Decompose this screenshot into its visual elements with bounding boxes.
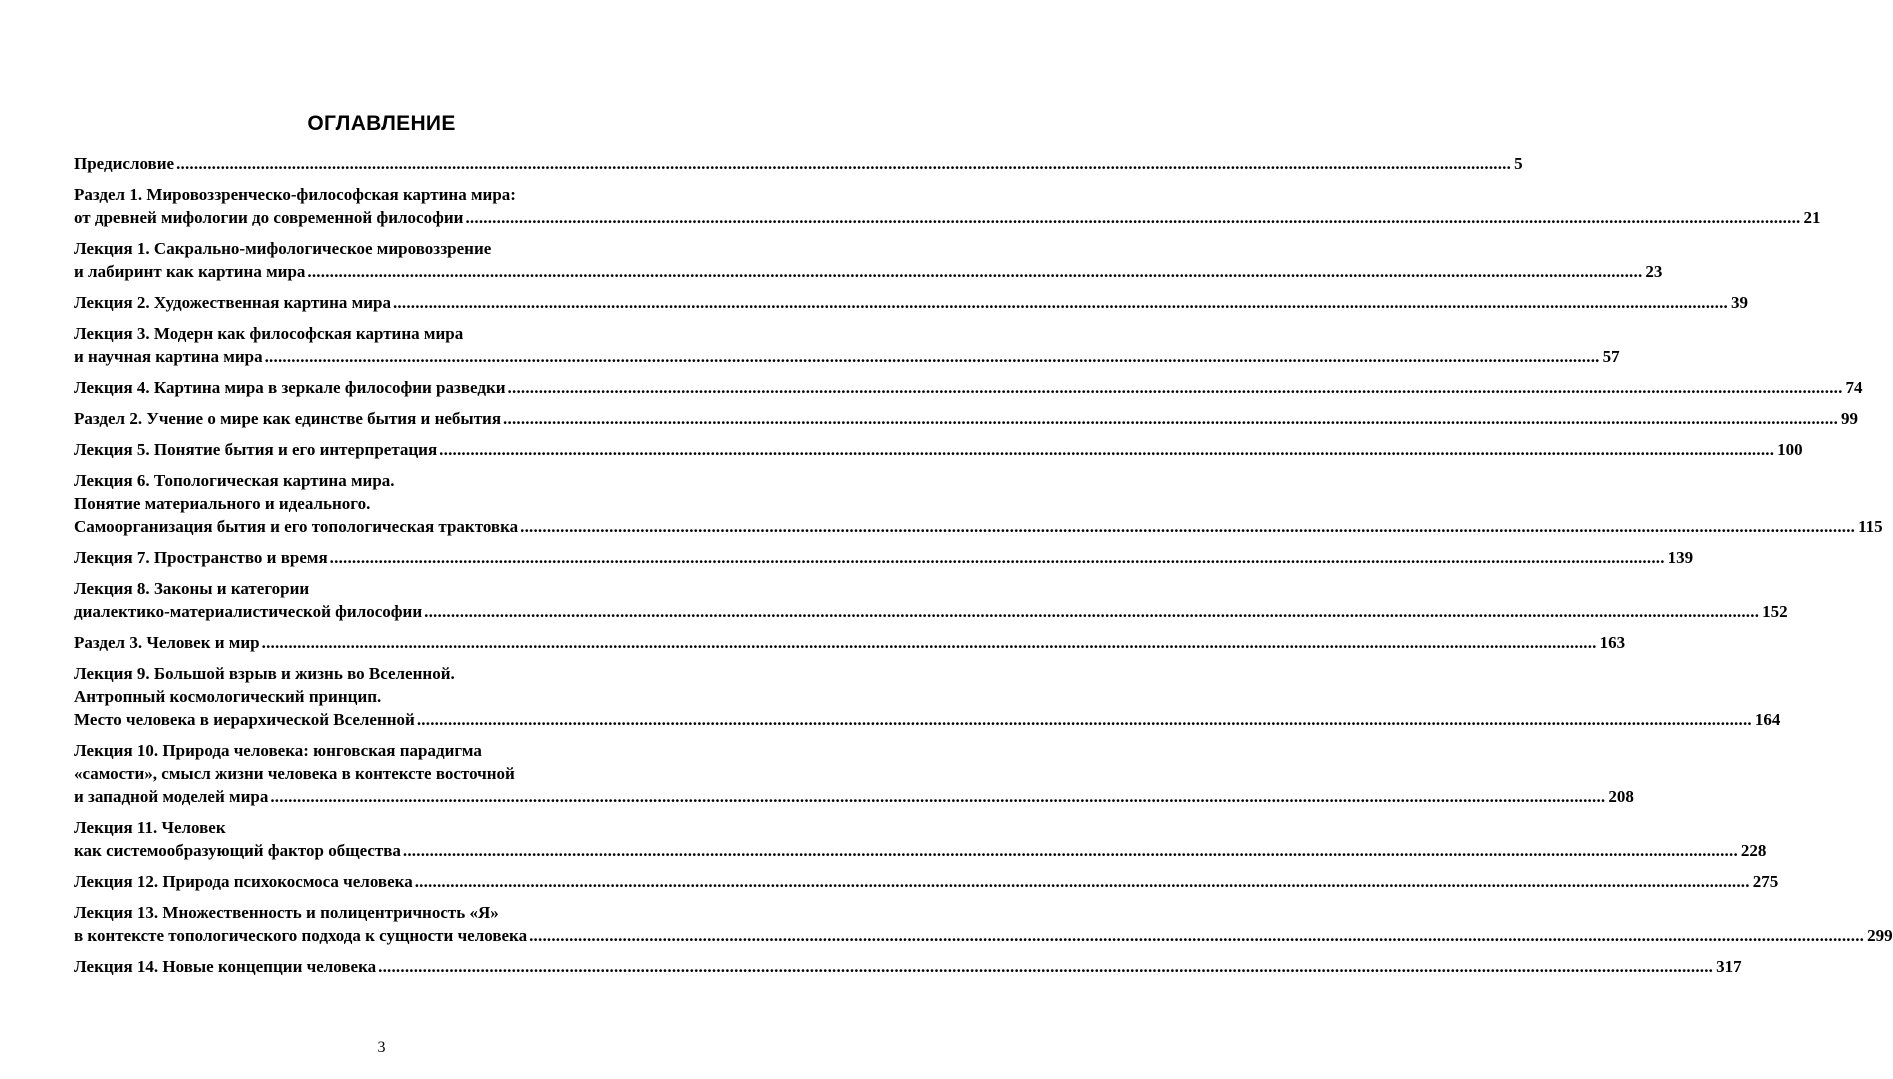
toc-page-number: 228 (1740, 841, 1767, 860)
toc-entry-title: Самоорганизация бытия и его топологическая трактовка (74, 517, 519, 536)
toc-entry-title-line: Лекция 10. Природа человека: юнговская парадигма (74, 741, 482, 760)
toc-entry-last-line (74, 407, 1859, 430)
toc-page-number: 39 (1730, 293, 1748, 312)
toc-entry-last-line (74, 515, 1883, 538)
toc-page-number: 23 (1645, 262, 1663, 281)
toc-entry-title: от древней мифологии до современной философии (74, 208, 464, 227)
toc-entry-last-line (74, 631, 1626, 654)
toc-entry[interactable] (74, 901, 1893, 947)
toc-entry-last-line (74, 260, 1663, 283)
toc-entry-title: Лекция 7. Пространство и время (74, 548, 328, 567)
toc-entry-last-line (74, 955, 1742, 978)
toc-entry-title-line: «самости», смысл жизни человека в контексте восточной (74, 764, 515, 783)
toc-entry-title: Место человека в иерархической Вселенной (74, 710, 415, 729)
toc-entry-title-line: Понятие материального и идеального. (74, 494, 371, 513)
toc-entry-last-line (74, 291, 1748, 314)
dot-leader: ............................................................................................................................................................................................................................................................................................................ (507, 378, 1843, 397)
toc-page-number: 275 (1752, 872, 1779, 891)
toc-entry-last-line (74, 206, 1821, 229)
toc-entry[interactable] (74, 546, 1694, 569)
toc-entry-title: Лекция 12. Природа психокосмоса человека (74, 872, 413, 891)
dot-leader: ............................................................................................................................................................................................................................................................................................................ (414, 872, 1750, 891)
toc-entry-title: в контексте топологического подхода к сущности человека (74, 926, 528, 945)
dot-leader: ............................................................................................................................................................................................................................................................................................................ (270, 787, 1606, 806)
toc-entry[interactable] (74, 870, 1779, 893)
toc-page-number: 5 (1514, 154, 1523, 173)
dot-leader: ............................................................................................................................................................................................................................................................................................................ (529, 926, 1865, 945)
toc-entry-last-line (74, 870, 1779, 893)
dot-leader: ............................................................................................................................................................................................................................................................................................................ (465, 208, 1801, 227)
toc-page-number: 57 (1602, 347, 1620, 366)
toc-page-number: 115 (1858, 517, 1883, 536)
toc-entry-title: и научная картина мира (74, 347, 263, 366)
toc-page-number: 139 (1667, 548, 1694, 567)
dot-leader: ............................................................................................................................................................................................................................................................................................................ (329, 548, 1665, 567)
toc-entry[interactable] (74, 469, 1883, 538)
toc-page-number: 99 (1841, 409, 1859, 428)
toc-entry-title-line: Антропный космологический принцип. (74, 687, 382, 706)
table-of-contents (74, 152, 1893, 986)
dot-leader: ............................................................................................................................................................................................................................................................................................................ (392, 293, 1728, 312)
toc-entry-last-line (74, 546, 1694, 569)
toc-entry-title-line: Лекция 11. Человек (74, 818, 226, 837)
toc-entry-last-line (74, 438, 1803, 461)
toc-entry-title-line: Лекция 8. Законы и категории (74, 579, 310, 598)
toc-entry-title: и западной моделей мира (74, 787, 269, 806)
toc-entry[interactable] (74, 237, 1663, 283)
toc-entry-title: Раздел 2. Учение о мире как единстве бытия и небытия (74, 409, 502, 428)
dot-leader: ............................................................................................................................................................................................................................................................................................................ (503, 409, 1839, 428)
toc-entry-title: диалектико-материалистической философии (74, 602, 423, 621)
toc-page-number: 21 (1803, 208, 1821, 227)
toc-entry[interactable] (74, 955, 1742, 978)
toc-entry[interactable] (74, 322, 1620, 368)
toc-page-number: 164 (1754, 710, 1781, 729)
toc-entry-title: Предисловие (74, 154, 175, 173)
toc-entry-title-line: Лекция 6. Топологическая картина мира. (74, 471, 395, 490)
toc-entry-title-line: Лекция 1. Сакрально-мифологическое мировоззрение (74, 239, 492, 258)
dot-leader: ............................................................................................................................................................................................................................................................................................................ (424, 602, 1760, 621)
toc-entry-last-line (74, 345, 1620, 368)
toc-entry[interactable] (74, 438, 1803, 461)
toc-page-number: 152 (1762, 602, 1788, 621)
toc-entry[interactable] (74, 183, 1821, 229)
dot-leader: ............................................................................................................................................................................................................................................................................................................ (439, 440, 1775, 459)
toc-entry-title: как системообразующий фактор общества (74, 841, 401, 860)
dot-leader: ............................................................................................................................................................................................................................................................................................................ (307, 262, 1643, 281)
toc-entry-title-line: Лекция 9. Большой взрыв и жизнь во Вселенной. (74, 664, 455, 683)
toc-entry-last-line (74, 924, 1893, 947)
toc-entry[interactable] (74, 631, 1626, 654)
dot-leader: ............................................................................................................................................................................................................................................................................................................ (264, 347, 1600, 366)
toc-entry[interactable] (74, 662, 1781, 731)
toc-entry[interactable] (74, 816, 1767, 862)
toc-entry-title: Раздел 3. Человек и мир (74, 633, 260, 652)
toc-entry-title: Лекция 14. Новые концепции человека (74, 957, 377, 976)
toc-entry-title-line: Раздел 1. Мировоззренческо-философская картина мира: (74, 185, 516, 204)
toc-entry-last-line (74, 152, 1523, 175)
dot-leader: ............................................................................................................................................................................................................................................................................................................ (378, 957, 1714, 976)
dot-leader: ............................................................................................................................................................................................................................................................................................................ (402, 841, 1738, 860)
toc-entry[interactable] (74, 577, 1788, 623)
toc-entry[interactable] (74, 291, 1748, 314)
toc-entry-last-line (74, 839, 1767, 862)
toc-page-number: 317 (1716, 957, 1742, 976)
toc-entry[interactable] (74, 739, 1634, 808)
toc-entry-last-line (74, 600, 1788, 623)
toc-entry-title-line: Лекция 13. Множественность и полицентричность «Я» (74, 903, 499, 922)
dot-leader: ............................................................................................................................................................................................................................................................................................................ (261, 633, 1597, 652)
toc-entry[interactable] (74, 152, 1523, 175)
toc-page-number: 208 (1608, 787, 1634, 806)
toc-page-number: 299 (1867, 926, 1893, 945)
dot-leader: ............................................................................................................................................................................................................................................................................................................ (176, 154, 1512, 173)
page-title: ОГЛАВЛЕНИЕ (307, 112, 456, 135)
toc-entry-title: Лекция 4. Картина мира в зеркале философии разведки (74, 378, 506, 397)
toc-entry-last-line (74, 376, 1863, 399)
toc-page-number: 163 (1599, 633, 1626, 652)
toc-page-number: 100 (1777, 440, 1803, 459)
toc-entry-title-line: Лекция 3. Модерн как философская картина мира (74, 324, 464, 343)
dot-leader: ............................................................................................................................................................................................................................................................................................................ (520, 517, 1856, 536)
toc-entry-title: Лекция 5. Понятие бытия и его интерпретация (74, 440, 438, 459)
dot-leader: ............................................................................................................................................................................................................................................................................................................ (416, 710, 1752, 729)
toc-entry[interactable] (74, 407, 1859, 430)
toc-entry[interactable] (74, 376, 1863, 399)
page-number: 3 (377, 1039, 386, 1056)
toc-entry-last-line (74, 785, 1634, 808)
toc-entry-title: Лекция 2. Художественная картина мира (74, 293, 391, 312)
toc-entry-title: и лабиринт как картина мира (74, 262, 306, 281)
toc-entry-last-line (74, 708, 1781, 731)
toc-page-number: 74 (1845, 378, 1863, 397)
